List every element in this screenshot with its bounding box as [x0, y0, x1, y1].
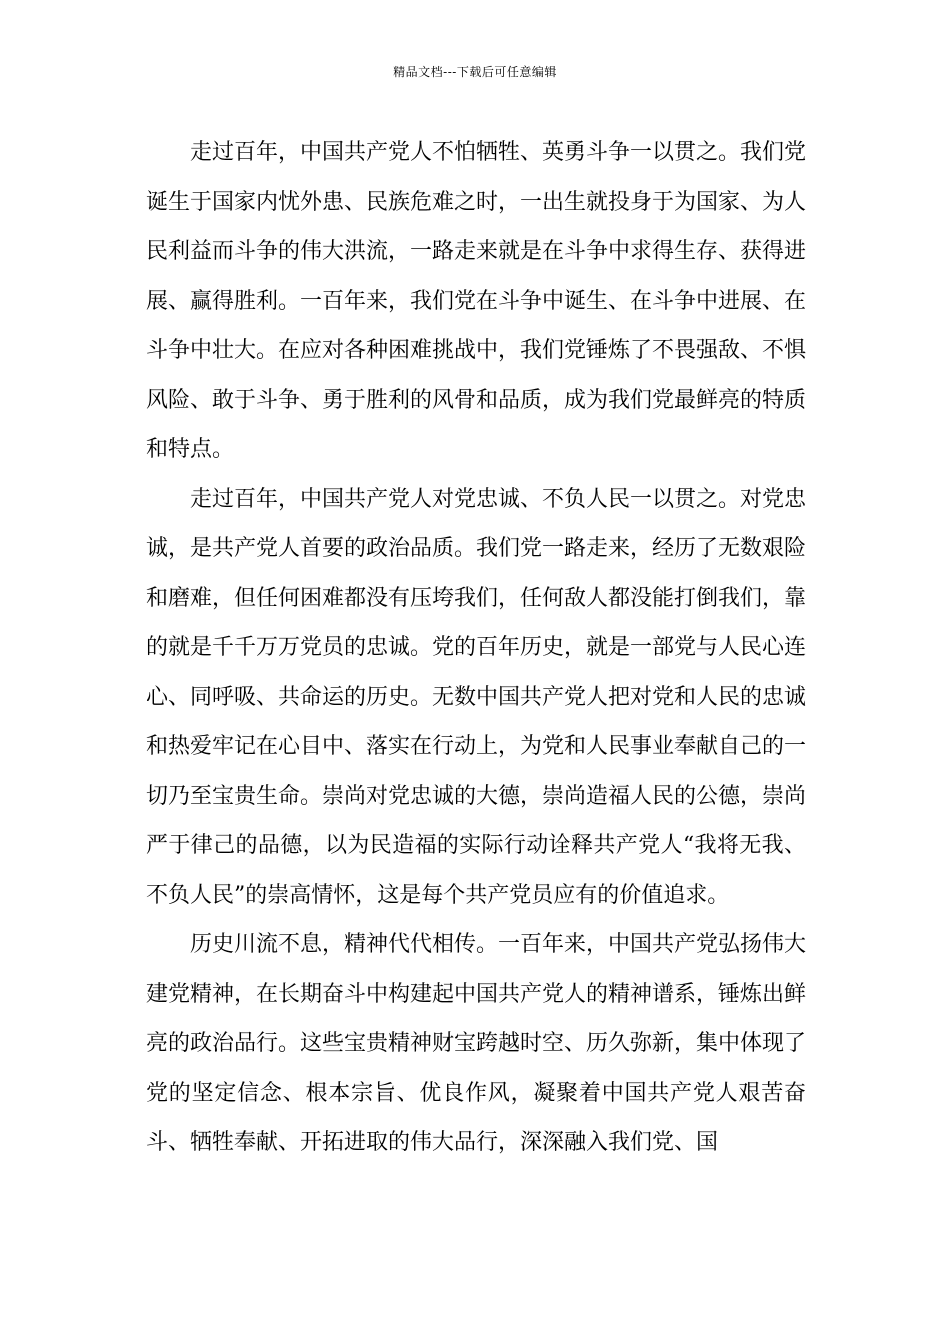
paragraph-2: 走过百年，中国共产党人对党忠诚、不负人民一以贯之。对党忠诚，是共产党人首要的政治品质。我们党一路走来，经历了无数艰险和磨难，但任何困难都没有压垮我们，任何敌人都没能打倒我们，靠的就是千千万万党员的忠诚。党的百年历史，就是一部党与人民心连心、同呼吸、共命运的历史。无数中国共产党人把对党和人民的忠诚和热爱牢记在心目中、落实在行动上，为党和人民事业奉献自己的一切乃至宝贵生命。崇尚对党忠诚的大德，崇尚造福人民的公德，崇尚严于律己的品德，以为民造福的实际行动诠释共产党人“我将无我、不负人民”的崇高情怀，这是每个共产党员应有的价值追求。	[146, 486, 807, 908]
document-body	[146, 128, 806, 1168]
paragraph-3: 历史川流不息，精神代代相传。一百年来，中国共产党弘扬伟大建党精神，在长期奋斗中构建起中国共产党人的精神谱系，锤炼出鲜亮的政治品行。这些宝贵精神财宝跨越时空、历久弥新，集中体现了党的坚定信念、根本宗旨、优良作风，凝聚着中国共产党人艰苦奋斗、牺牲奉献、开拓进取的伟大品行，深深融入我们党、国	[146, 932, 807, 1155]
paragraph-1: 走过百年，中国共产党人不怕牺牲、英勇斗争一以贯之。我们党诞生于国家内忧外患、民族危难之时，一出生就投身于为国家、为人民利益而斗争的伟大洪流，一路走来就是在斗争中求得生存、获得进展、赢得胜利。一百年来，我们党在斗争中诞生、在斗争中进展、在斗争中壮大。在应对各种困难挑战中，我们党锤炼了不畏强敌、不惧风险、敢于斗争、勇于胜利的风骨和品质，成为我们党最鲜亮的特质和特点。	[146, 140, 807, 462]
page-header: 精品文档---下载后可任意编辑	[393, 65, 557, 79]
